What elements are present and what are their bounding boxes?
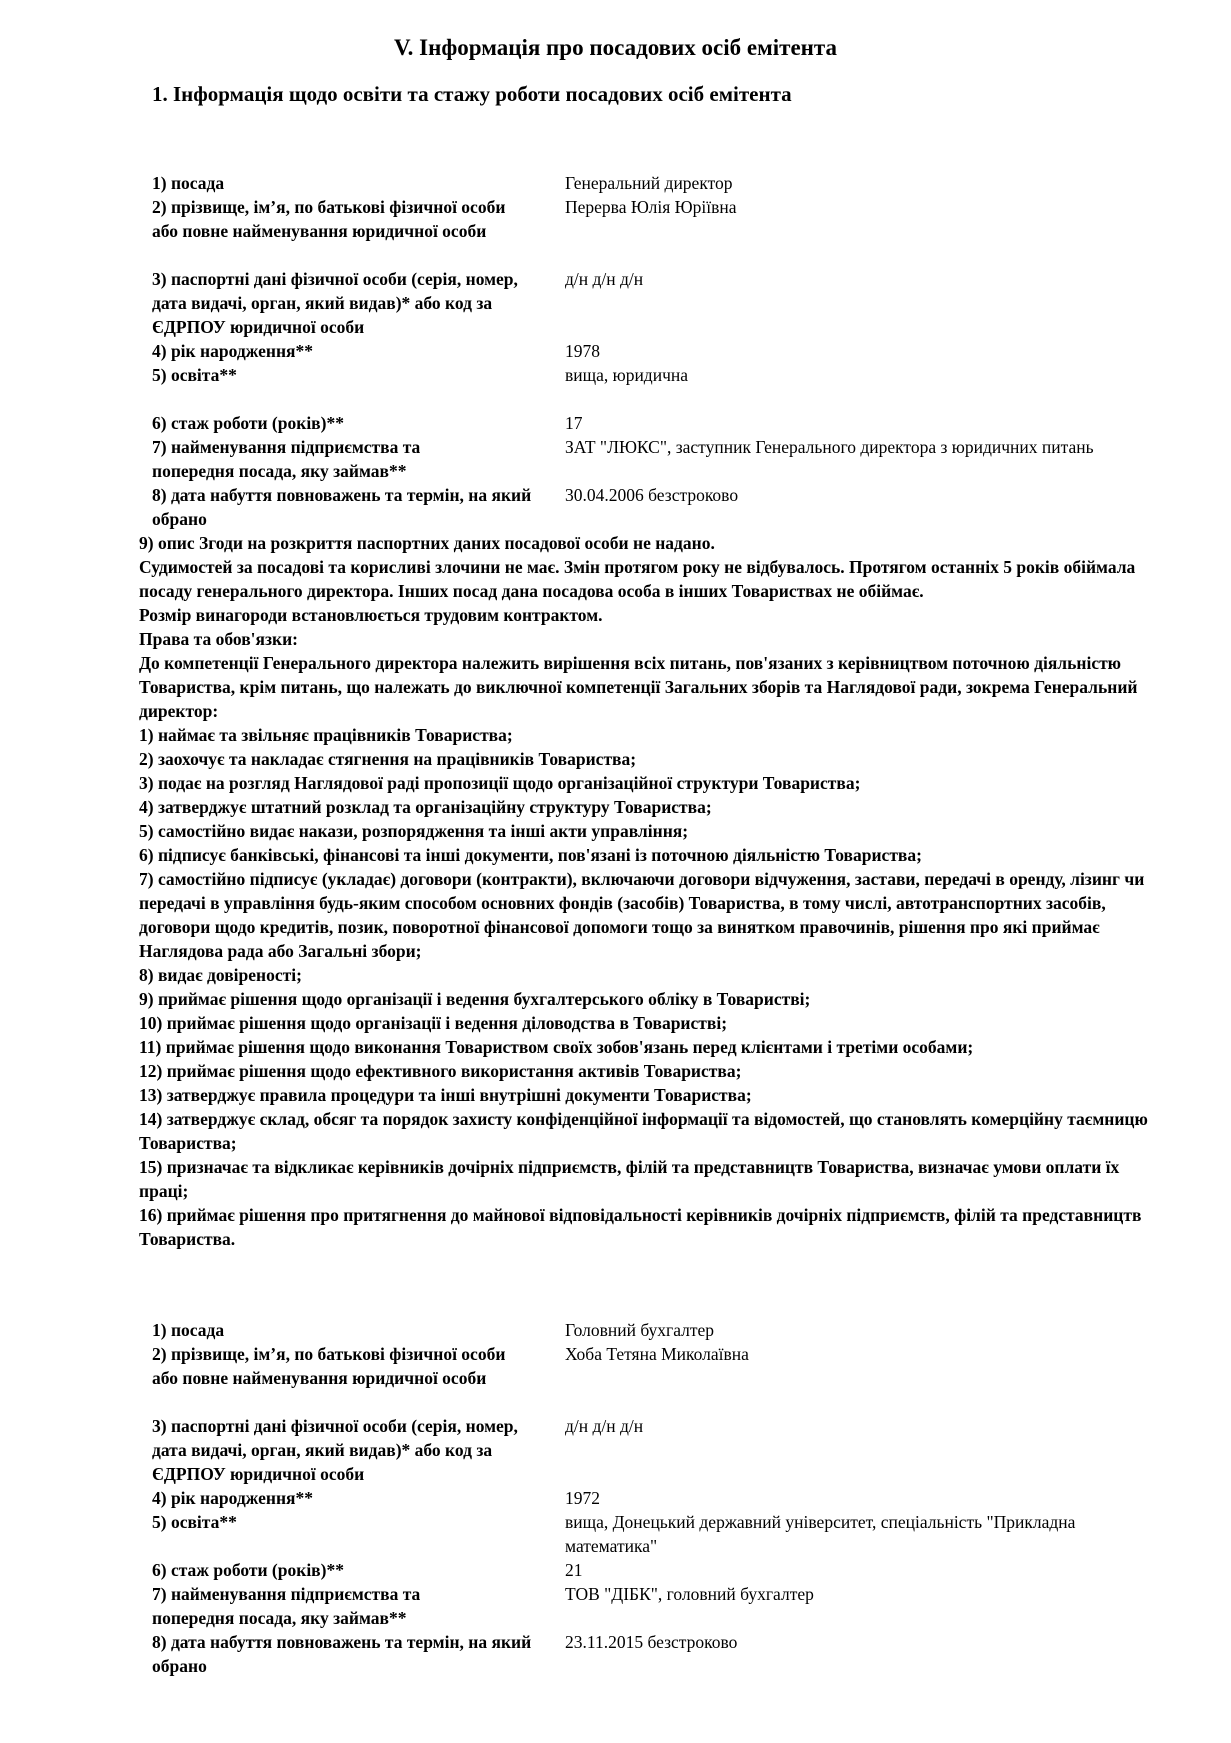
officer-2-birth-row	[152, 1486, 1152, 1510]
officer-2-info	[152, 1318, 1152, 1678]
duty-item: 1) наймає та звільняє працівників Товариства;	[139, 725, 513, 745]
description-paragraph: Права та обов'язки:	[139, 629, 298, 649]
previous-value: ЗАТ "ЛЮКС", заступник Генерального директора з юридичних питань	[565, 437, 1094, 457]
officer-1-passport-row	[152, 267, 1152, 339]
birth-label: 4) рік народження**	[152, 1488, 314, 1508]
education-label: 5) освіта**	[152, 1512, 237, 1532]
duty-item: 7) самостійно підписує (укладає) договори (контракти), включаючи договори відчуження, застави, передачі в оренду, лізинг чи передачі в управління будь-яким способом основних фондів (засобів) Товариства, в тому числі, автотранспортних засобів, договори щодо кредитів, позик, поворотної фінансової допомоги тощо за винятком правочинів, рішення про які приймає Наглядова рада або Загальні збори;	[139, 869, 1145, 961]
passport-label: 3) паспортні дані фізичної особи (серія, номер, дата видачі, орган, який видав)* або код за ЄДРПОУ юридичної особи	[152, 1416, 518, 1484]
officer-2-education-row	[152, 1510, 1152, 1558]
duty-item: 2) заохочує та накладає стягнення на працівників Товариства;	[139, 749, 637, 769]
officer-1-description	[139, 531, 1169, 1251]
duty-item: 4) затверджує штатний розклад та організаційну структуру Товариства;	[139, 797, 712, 817]
duty-item: 3) подає на розгляд Наглядової раді пропозиції щодо організаційної структури Товариства;	[139, 773, 861, 793]
description-paragraph: 9) опис Згоди на розкриття паспортних даних посадової особи не надано.	[139, 533, 715, 553]
experience-value: 17	[565, 413, 583, 433]
name-value: Хоба Тетяна Миколаївна	[565, 1344, 749, 1364]
duty-item: 13) затверджує правила процедури та інші внутрішні документи Товариства;	[139, 1085, 752, 1105]
position-value: Генеральний директор	[565, 173, 733, 193]
previous-label: 7) найменування підприємства та попередня посада, яку займав**	[152, 437, 421, 481]
officer-2-position-row	[152, 1318, 1152, 1342]
description-paragraph: До компетенції Генерального директора належить вирішення всіх питань, пов'язаних з керівництвом поточною діяльністю Товариства, крім питань, що належать до виключної компетенції Загальних зборів та Наглядової ради, зокрема Генеральний директор:	[139, 653, 1138, 721]
previous-value: ТОВ "ДІБК", головний бухгалтер	[565, 1584, 814, 1604]
duty-item: 16) приймає рішення про притягнення до майнової відповідальності керівників дочірніх підприємств, філій та представництв Товариства.	[139, 1205, 1142, 1249]
passport-value: д/н д/н д/н	[565, 269, 644, 289]
term-value: 23.11.2015 безстроково	[565, 1632, 738, 1652]
name-value: Перерва Юлія Юріївна	[565, 197, 737, 217]
name-label: 2) прізвище, ім’я, по батькові фізичної особи або повне найменування юридичної особи	[152, 197, 506, 241]
position-value: Головний бухгалтер	[565, 1320, 715, 1340]
name-label: 2) прізвище, ім’я, по батькові фізичної особи або повне найменування юридичної особи	[152, 1344, 506, 1388]
duty-item: 9) приймає рішення щодо організації і ведення бухгалтерського обліку в Товаристві;	[139, 989, 811, 1009]
officer-2-name-row	[152, 1342, 1152, 1414]
duty-item: 11) приймає рішення щодо виконання Товариством своїх зобов'язань перед клієнтами і третіми особами;	[139, 1037, 974, 1057]
education-value: вища, Донецький державний університет, спеціальність "Прикладна математика"	[565, 1512, 1076, 1556]
description-paragraph: Судимостей за посадові та корисливі злочини не має. Змін протягом року не відбувалось. Протягом останніх 5 років обіймала посаду генерального директора. Інших посад дана посадова особа в інших Товариствах не обіймає.	[139, 557, 1136, 601]
previous-label: 7) найменування підприємства та попередня посада, яку займав**	[152, 1584, 421, 1628]
duty-item: 5) самостійно видає накази, розпорядження та інші акти управління;	[139, 821, 689, 841]
officer-1-position-row	[152, 171, 1152, 195]
term-value: 30.04.2006 безстроково	[565, 485, 739, 505]
officer-1-experience-row	[152, 411, 1152, 435]
position-label: 1) посада	[152, 1320, 225, 1340]
officer-1-birth-row	[152, 339, 1152, 363]
officer-1-term-row	[152, 483, 1152, 531]
officer-1-education-row	[152, 363, 1152, 411]
officer-2-previous-row	[152, 1582, 1152, 1630]
duty-item: 8) видає довіреності;	[139, 965, 302, 985]
duty-item: 10) приймає рішення щодо організації і ведення діловодства в Товаристві;	[139, 1013, 728, 1033]
experience-label: 6) стаж роботи (років)**	[152, 1560, 344, 1580]
page-title: V. Інформація про посадових осіб емітента	[393, 35, 838, 60]
experience-label: 6) стаж роботи (років)**	[152, 413, 344, 433]
passport-value: д/н д/н д/н	[565, 1416, 644, 1436]
officer-1-info	[152, 171, 1152, 531]
experience-value: 21	[565, 1560, 583, 1580]
duty-item: 14) затверджує склад, обсяг та порядок захисту конфіденційної інформації та відомостей, що становлять комерційну таємницю Товариства;	[139, 1109, 1148, 1153]
description-paragraph: Розмір винагороди встановлюється трудовим контрактом.	[139, 605, 603, 625]
officer-2-experience-row	[152, 1558, 1152, 1582]
passport-label: 3) паспортні дані фізичної особи (серія, номер, дата видачі, орган, який видав)* або код за ЄДРПОУ юридичної особи	[152, 269, 518, 337]
birth-label: 4) рік народження**	[152, 341, 314, 361]
officer-2-term-row	[152, 1630, 1152, 1678]
section-subtitle: 1. Інформація щодо освіти та стажу роботи посадових осіб емітента	[152, 82, 792, 106]
duty-item: 6) підписує банківські, фінансові та інші документи, пов'язані із поточною діяльністю Товариства;	[139, 845, 922, 865]
officer-2-passport-row	[152, 1414, 1152, 1486]
term-label: 8) дата набуття повноважень та термін, на який обрано	[152, 485, 532, 529]
term-label: 8) дата набуття повноважень та термін, на який обрано	[152, 1632, 532, 1676]
duty-item: 15) призначає та відкликає керівників дочірніх підприємств, філій та представництв Товариства, визначає умови оплати їх праці;	[139, 1157, 1120, 1201]
education-value: вища, юридична	[565, 365, 689, 385]
education-label: 5) освіта**	[152, 365, 237, 385]
birth-value: 1978	[565, 341, 600, 361]
officer-1-previous-row	[152, 435, 1152, 483]
officer-1-name-row	[152, 195, 1152, 267]
position-label: 1) посада	[152, 173, 225, 193]
duty-item: 12) приймає рішення щодо ефективного використання активів Товариства;	[139, 1061, 742, 1081]
birth-value: 1972	[565, 1488, 600, 1508]
